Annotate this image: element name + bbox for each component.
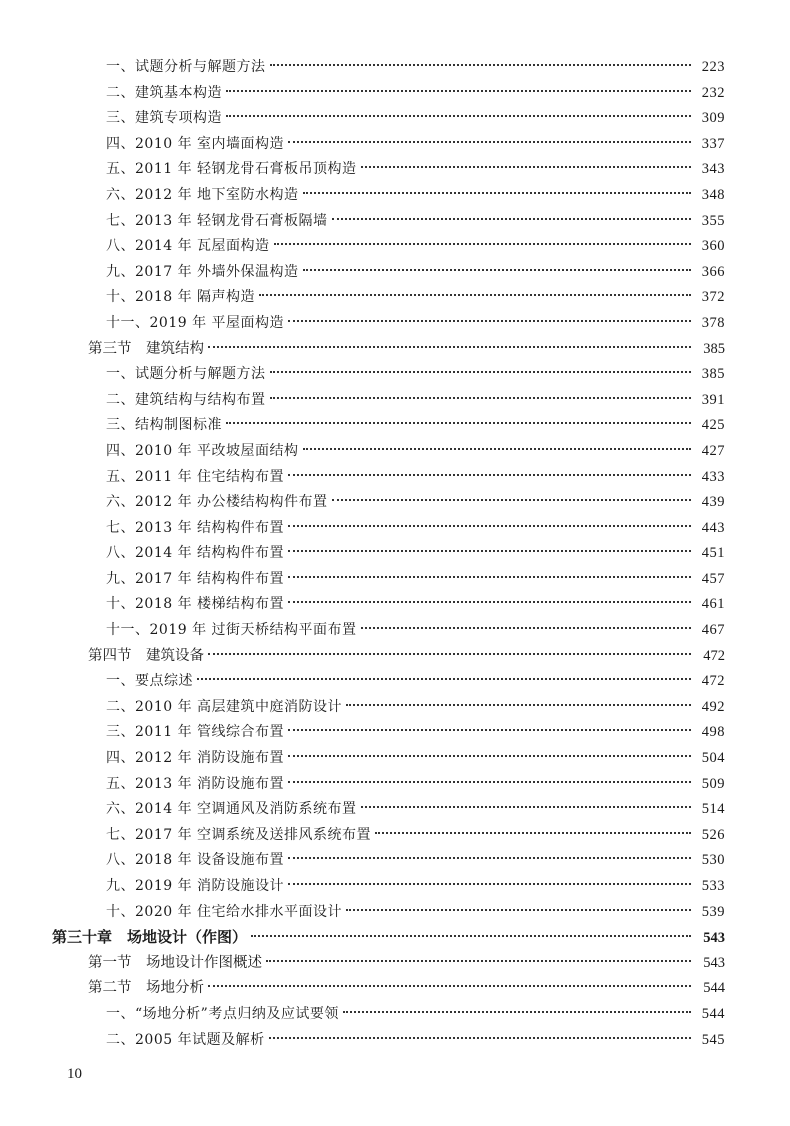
dot-leader: [288, 474, 691, 476]
toc-entry-title: 五、2011 年 轻钢龙骨石膏板吊顶构造: [106, 161, 357, 178]
dot-leader: [303, 192, 691, 194]
toc-item-row: [0, 746, 790, 772]
toc-item-row: [0, 311, 790, 337]
toc-entry-page: 355: [701, 212, 725, 229]
dot-leader: [288, 755, 691, 757]
toc-entry-title: 二、2005 年试题及解析: [106, 1031, 265, 1048]
toc-entry-title: 四、2010 年 室内墙面构造: [106, 135, 285, 152]
toc-entry-page: 366: [701, 263, 725, 280]
dot-leader: [288, 141, 691, 143]
dot-leader: [226, 422, 691, 424]
toc-item-row: [0, 1028, 790, 1054]
toc-entry-page: 543: [703, 954, 725, 971]
dot-leader: [226, 90, 691, 92]
toc-entry-title: 十、2020 年 住宅给水排水平面设计: [106, 903, 343, 920]
toc-entry-title: 二、建筑基本构造: [106, 84, 222, 101]
toc-item-row: [0, 490, 790, 516]
toc-entry-page: 372: [701, 289, 725, 306]
toc-section-row: [0, 951, 790, 977]
toc-entry-title: 九、2017 年 外墙外保温构造: [106, 263, 299, 280]
toc-item-row: [0, 823, 790, 849]
toc-item-row: [0, 900, 790, 926]
dot-leader: [288, 883, 691, 885]
dot-leader: [346, 704, 691, 706]
dot-leader: [270, 371, 692, 373]
toc-entry-page: 391: [701, 391, 725, 408]
dot-leader: [208, 653, 691, 655]
toc-item-row: [0, 362, 790, 388]
dot-leader: [197, 678, 691, 680]
toc-section-row: [0, 644, 790, 670]
toc-entry-page: 492: [701, 698, 725, 715]
dot-leader: [259, 294, 691, 296]
toc-item-row: [0, 618, 790, 644]
toc-item-row: [0, 516, 790, 542]
dot-leader: [332, 218, 691, 220]
toc-entry-title: 八、2014 年 结构构件布置: [106, 545, 285, 562]
toc-entry-title: 二、建筑结构与结构布置: [106, 391, 266, 408]
toc-item-row: [0, 1002, 790, 1028]
toc-item-row: [0, 157, 790, 183]
dot-leader: [288, 320, 691, 322]
toc-entry-title: 三、建筑专项构造: [106, 110, 222, 127]
toc-item-row: [0, 797, 790, 823]
dot-leader: [266, 960, 691, 962]
toc-entry-title: 十一、2019 年 平屋面构造: [106, 314, 285, 331]
toc-entry-page: 461: [701, 596, 725, 613]
toc-entry-title: 七、2017 年 空调系统及送排风系统布置: [106, 826, 372, 843]
toc-item-row: [0, 439, 790, 465]
dot-leader: [269, 1037, 691, 1039]
toc-item-row: [0, 669, 790, 695]
toc-entry-page: 337: [701, 135, 725, 152]
toc-entry-page: 443: [701, 519, 725, 536]
toc-entry-title: 八、2018 年 设备设施布置: [106, 852, 285, 869]
toc-entry-page: 472: [703, 647, 725, 664]
toc-entry-title: 十一、2019 年 过街天桥结构平面布置: [106, 622, 357, 639]
toc-item-row: [0, 465, 790, 491]
toc-item-row: [0, 720, 790, 746]
dot-leader: [274, 243, 691, 245]
toc-item-row: [0, 695, 790, 721]
toc-entry-title: 六、2014 年 空调通风及消防系统布置: [106, 801, 357, 818]
dot-leader: [343, 1011, 691, 1013]
toc-section-row: [0, 976, 790, 1002]
toc-entry-page: 427: [701, 442, 725, 459]
toc-entry-title: 第四节 建筑设备: [88, 647, 204, 664]
toc-entry-page: 526: [701, 826, 725, 843]
toc-entry-title: 第三节 建筑结构: [88, 340, 204, 357]
toc-entry-title: 五、2013 年 消防设施布置: [106, 775, 285, 792]
toc-entry-page: 343: [701, 161, 725, 178]
dot-leader: [288, 781, 691, 783]
toc-item-row: [0, 388, 790, 414]
page-number: 10: [67, 1066, 82, 1082]
dot-leader: [303, 269, 691, 271]
toc-item-row: [0, 592, 790, 618]
toc-entry-page: 530: [701, 852, 725, 869]
toc-item-row: [0, 874, 790, 900]
toc-entry-page: 539: [701, 903, 725, 920]
toc-entry-title: 二、2010 年 高层建筑中庭消防设计: [106, 698, 343, 715]
toc-entry-page: 457: [701, 570, 725, 587]
dot-leader: [226, 115, 691, 117]
toc-entry-page: 385: [703, 340, 725, 357]
toc-item-row: [0, 260, 790, 286]
toc-entry-title: 六、2012 年 办公楼结构构件布置: [106, 494, 328, 511]
toc-item-row: [0, 55, 790, 81]
toc-entry-page: 451: [701, 545, 725, 562]
toc-entry-title: 第一节 场地设计作图概述: [88, 954, 262, 971]
toc-entry-title: 三、结构制图标准: [106, 417, 222, 434]
toc-entry-page: 385: [701, 366, 725, 383]
dot-leader: [251, 935, 691, 937]
toc-item-row: [0, 285, 790, 311]
dot-leader: [288, 729, 691, 731]
dot-leader: [361, 627, 691, 629]
dot-leader: [303, 448, 691, 450]
dot-leader: [270, 64, 692, 66]
toc-entry-page: 544: [701, 1005, 725, 1022]
toc-entry-title: 第三十章 场地设计（作图）: [52, 928, 248, 947]
toc-entry-title: 三、2011 年 管线综合布置: [106, 724, 285, 741]
toc-entry-title: 六、2012 年 地下室防水构造: [106, 186, 299, 203]
dot-leader: [288, 550, 691, 552]
toc-entry-page: 348: [701, 186, 725, 203]
dot-leader: [361, 806, 691, 808]
toc-entry-page: 514: [701, 801, 725, 818]
toc-entry-title: 四、2012 年 消防设施布置: [106, 750, 285, 767]
toc-entry-page: 433: [701, 468, 725, 485]
toc-entry-title: 七、2013 年 结构构件布置: [106, 519, 285, 536]
dot-leader: [332, 499, 691, 501]
dot-leader: [288, 857, 691, 859]
toc-entry-title: 七、2013 年 轻钢龙骨石膏板隔墙: [106, 212, 328, 229]
toc-item-row: [0, 772, 790, 798]
dot-leader: [208, 985, 691, 987]
toc-entry-page: 498: [701, 724, 725, 741]
toc-item-row: [0, 132, 790, 158]
toc-entry-page: 545: [701, 1031, 725, 1048]
toc-entry-page: 509: [701, 775, 725, 792]
toc-entry-page: 544: [703, 980, 725, 997]
toc-section-row: [0, 337, 790, 363]
toc-item-row: [0, 81, 790, 107]
toc-entry-title: 一、要点综述: [106, 673, 193, 690]
dot-leader: [288, 601, 691, 603]
toc-entry-page: 533: [701, 878, 725, 894]
toc-item-row: [0, 541, 790, 567]
dot-leader: [208, 346, 691, 348]
toc-entry-page: 467: [701, 622, 725, 639]
toc-item-row: [0, 567, 790, 593]
toc-entry-title: 一、试题分析与解题方法: [106, 59, 266, 75]
toc-entry-title: 四、2010 年 平改坡屋面结构: [106, 442, 299, 459]
toc-entry-page: 223: [701, 59, 725, 75]
dot-leader: [288, 576, 691, 578]
toc-item-row: [0, 848, 790, 874]
toc-item-row: [0, 413, 790, 439]
toc-entry-title: 十、2018 年 楼梯结构布置: [106, 596, 285, 613]
table-of-contents: [0, 55, 790, 1053]
toc-item-row: [0, 209, 790, 235]
toc-entry-title: 九、2017 年 结构构件布置: [106, 570, 285, 587]
toc-entry-title: 一、“场地分析”考点归纳及应试要领: [106, 1005, 339, 1022]
toc-entry-page: 439: [701, 494, 725, 511]
toc-item-row: [0, 106, 790, 132]
dot-leader: [361, 166, 691, 168]
dot-leader: [288, 525, 691, 527]
dot-leader: [346, 909, 691, 911]
toc-item-row: [0, 183, 790, 209]
toc-entry-title: 十、2018 年 隔声构造: [106, 289, 256, 306]
toc-entry-page: 472: [701, 673, 725, 690]
toc-entry-page: 378: [701, 314, 725, 331]
toc-entry-title: 一、试题分析与解题方法: [106, 366, 266, 383]
toc-entry-page: 309: [701, 110, 725, 127]
toc-entry-page: 232: [701, 84, 725, 101]
toc-item-row: [0, 234, 790, 260]
toc-entry-title: 九、2019 年 消防设施设计: [106, 878, 285, 894]
toc-entry-page: 543: [703, 930, 725, 947]
toc-entry-page: 360: [701, 238, 725, 255]
toc-chapter-row: [0, 925, 790, 951]
toc-entry-title: 第二节 场地分析: [88, 980, 204, 997]
toc-entry-title: 八、2014 年 瓦屋面构造: [106, 238, 270, 255]
toc-entry-page: 504: [701, 750, 725, 767]
dot-leader: [270, 397, 692, 399]
toc-entry-title: 五、2011 年 住宅结构布置: [106, 468, 285, 485]
toc-entry-page: 425: [701, 417, 725, 434]
dot-leader: [375, 832, 691, 834]
